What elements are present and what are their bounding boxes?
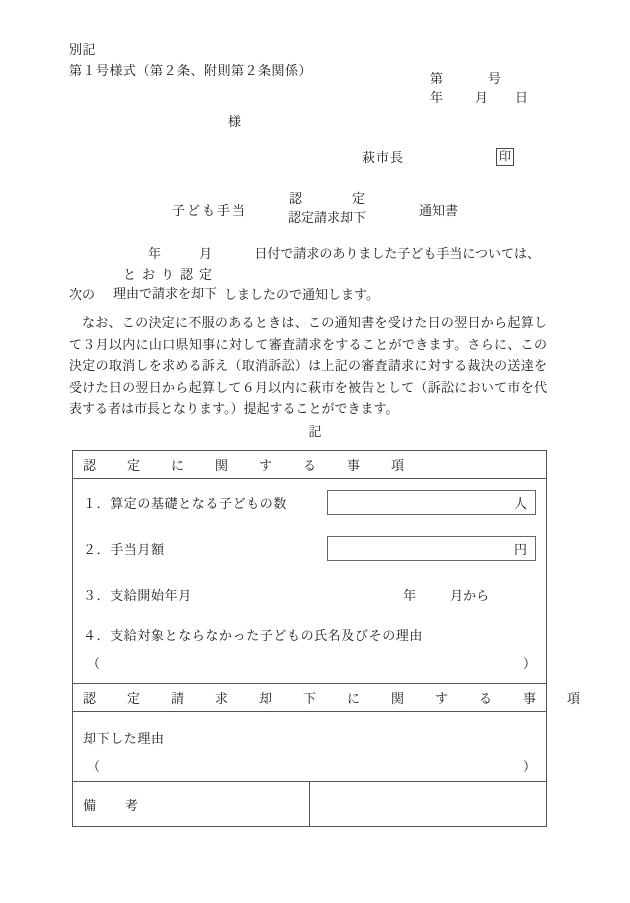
- sentence-lead: 次の: [69, 288, 96, 303]
- remarks-value[interactable]: [310, 782, 547, 827]
- input-monthly-amount[interactable]: [327, 536, 536, 561]
- issue-date-row: [430, 89, 570, 108]
- certification-items-cell: [73, 479, 547, 684]
- sentence-option-certified: とおり認定: [123, 268, 219, 283]
- claim-date-line: [148, 243, 540, 262]
- table-row-section-certification: [73, 451, 547, 479]
- item-row-monthly-amount: [73, 525, 546, 571]
- rejection-reason-cell: [73, 712, 547, 782]
- form-header-codes: [69, 40, 312, 82]
- certification-form-table: [72, 450, 590, 827]
- input-child-count[interactable]: [327, 490, 536, 515]
- sentence-option-rejected: 理由で請求を却下: [113, 287, 218, 302]
- claim-date-intro: 日付で請求のありました子ども手当については、: [254, 247, 541, 262]
- section-header-certification: 認 定 に 関 す る 事 項: [73, 451, 547, 479]
- form-code: 第１号様式（第２条、附則第２条関係）: [69, 64, 313, 79]
- section-header-rejection: 認 定 請 求 却 下 に 関 す る 事 項: [73, 684, 547, 712]
- title-option-stack: [281, 190, 373, 228]
- ki-mark: 記: [308, 425, 322, 440]
- table-row-rejection-reason: [73, 712, 547, 782]
- item-label-excluded-children: ４．支給対象とならなかった子どもの氏名及びその理由: [83, 629, 424, 644]
- table-row-certification-items: [73, 479, 547, 684]
- item-label-monthly-amount: ２．手当月額: [83, 542, 165, 558]
- document-title: [0, 190, 630, 228]
- rejection-reason-label: 却下した理由: [83, 732, 165, 747]
- appeal-legal-paragraph: なお、この決定に不服のあるときは、この通知書を受けた日の翌日から起算して３月以内に山口県知事に対して審査請求をすることができます。さらに、この決定の取消しを求める訴え（取消訴訟）は上記の審査請求に対する裁決の送達を受けた日の翌日から起算して６月以内に萩市を被告として（訴訟において市を代表する者は市長となります。）提起することができます。: [69, 316, 547, 417]
- rejection-reason-entry[interactable]: [83, 756, 546, 775]
- appendix-label: 別記: [69, 43, 97, 58]
- item-row-start-date: [73, 571, 546, 617]
- notification-sentence: [69, 266, 379, 304]
- number-prefix-label: 第: [430, 72, 444, 87]
- start-date-month-label: 月から: [450, 588, 490, 604]
- table-row-section-rejection: [73, 684, 547, 712]
- remarks-label: 備 考: [73, 782, 310, 827]
- sentence-option-stack: [99, 266, 218, 304]
- item-row-child-count: [73, 479, 546, 525]
- excluded-paren-close: ）: [522, 657, 536, 672]
- number-suffix-label: 号: [488, 72, 502, 87]
- issuer-name: 萩市長: [362, 151, 405, 166]
- title-lead: 子ども手当: [171, 203, 247, 219]
- document-number-row: [430, 70, 570, 89]
- title-option-rejected: 認定請求却下: [287, 211, 366, 226]
- claim-month-label: 月: [199, 247, 213, 262]
- day-label: 日: [515, 91, 529, 106]
- seal-mark-icon: 印: [496, 148, 514, 166]
- excluded-paren-open: （: [87, 657, 101, 672]
- title-tail: 通知書: [419, 203, 459, 219]
- item-label-child-count: １．算定の基礎となる子どもの数: [83, 496, 288, 512]
- unit-label-yen: 円: [513, 542, 527, 558]
- issuer-block: [362, 147, 514, 166]
- addressee-honorific: 様: [228, 115, 242, 130]
- month-label: 月: [475, 91, 489, 106]
- start-date-year-label: 年: [403, 588, 417, 604]
- table-row-remarks: [73, 782, 547, 827]
- unit-label-people: 人: [513, 496, 527, 512]
- item-label-start-date: ３．支給開始年月: [83, 588, 192, 604]
- rejection-paren-close: ）: [522, 760, 536, 775]
- document-number-block: [430, 70, 570, 108]
- claim-year-label: 年: [148, 247, 162, 262]
- title-option-certified: 認 定: [288, 192, 373, 207]
- start-date-fields[interactable]: [403, 585, 489, 604]
- rejection-paren-open: （: [87, 760, 101, 775]
- year-label: 年: [430, 91, 444, 106]
- item-row-excluded-children: [73, 617, 546, 683]
- sentence-tail: しましたので通知します。: [224, 288, 379, 303]
- excluded-children-entry[interactable]: [83, 653, 546, 672]
